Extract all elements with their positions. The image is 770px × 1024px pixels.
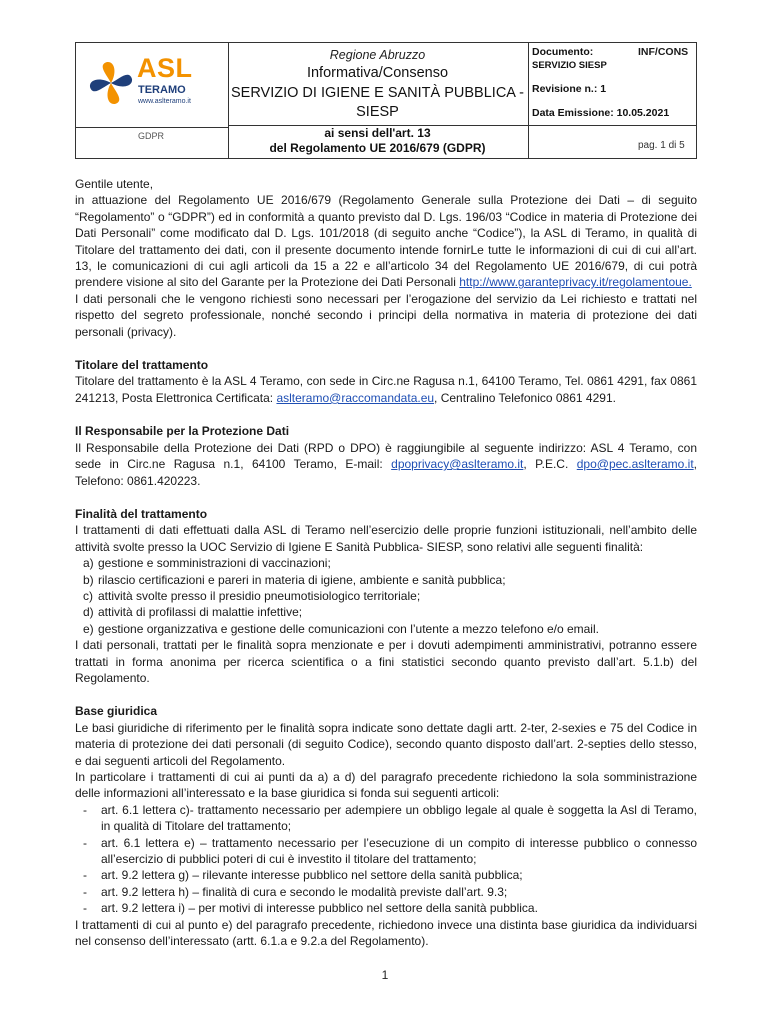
doc-subject: SERVIZIO SIESP [532,60,607,71]
section-heading-dpo: Il Responsabile per la Protezione Dati [75,424,290,439]
intro-paragraph [75,192,697,290]
titolare-text-end: , Centralino Telefonico 0861 4291. [434,390,616,405]
region-label: Regione Abruzzo [329,48,426,62]
greeting: Gentile utente, [75,177,154,191]
list-item: - art. 9.2 lettera h) – finalità di cura e secondo le modalità previste dall’art. 9.3; [83,884,508,899]
list-item: - art. 9.2 lettera g) – rilevante interesse pubblico nel settore della sanità pubblica; [83,868,523,883]
section-heading-titolare: Titolare del trattamento [75,358,209,373]
section-heading-finalita: Finalità del trattamento [75,506,208,521]
gdpr-label: GDPR [137,131,164,141]
document-title: Informativa/Consenso [306,65,449,81]
list-item: - art. 9.2 lettera i) – per motivi di interesse pubblico nel settore della sanità pubblica. [83,901,538,916]
intro-text: in attuazione del Regolamento UE 2016/679 (Regolamento Generale sulla Protezione dei Dati – di seguito “Regolamento” o “GDPR”) ed in conformità a quanto previsto dal D. Lgs. 196/03 “Codice in materia di Protezione dei Dati Personali” come modificato dal D. Lgs. 101/2018 (di seguito anche “Codice”), la ASL di Teramo, in qualità di Titolare del trattamento dei dati, con il presente documento intende fornirLe tutte le informazioni di cui di cui all’art. 13, le comunicazioni di cui agli articoli da 15 a 22 e all’articolo 34 del Regolamento UE 2016/679, di cui potrà prendere visione al sito del Garante per la Protezione dei Dati Personali [75,193,697,290]
logo-name: ASL [137,53,193,83]
titolare-paragraph [75,373,697,406]
doc-code: INF/CONS [638,46,689,58]
dpo-email-link[interactable]: dpoprivacy@aslteramo.it [391,457,524,472]
doc-label: Documento: [532,46,594,58]
finalita-intro: I trattamenti di dati effettuati dalla ASL di Teramo nell’esercizio delle proprie funzioni istituzionali, nell’ambito delle attività svolte presso la UOC Servizio di Igiene E Sanità Pubblica- SIESP, sono relativi alle seguenti finalità: [75,523,697,554]
page-number: 1 [381,968,389,982]
legal-ref-line-1: ai sensi dell'art. 13 [324,126,431,140]
logo-site: www.aslteramo.it [138,98,191,105]
list-item: e) gestione organizzativa e gestione delle comunicazioni con l’utente a mezzo telefono e/o email. [83,621,599,636]
base-paragraph-1: Le basi giuridiche di riferimento per le finalità sopra indicate sono dettate dagli artt. 2-ter, 2-sexies e 75 del Codice in materia di protezione dei dati personali (di seguito Codice), secondo quanto disposto dall’art. 2-septies dello stesso, e dai seguenti articoli del Regolamento. [75,720,697,768]
list-item: - art. 6.1 lettera c)- trattamento necessario per adempiere un obbligo legale al quale è soggetta la Asl di Teramo, in qualità di Titolare del trattamento; [83,802,697,834]
issue-date: Data Emissione: 10.05.2021 [532,107,670,119]
list-item: b) rilascio certificazioni e pareri in materia di igiene, ambiente e sanità pubblica; [83,572,506,587]
list-item: d) attività di profilassi di malattie infettive; [83,605,303,620]
legal-ref-line-2: del Regolamento UE 2016/679 (GDPR) [269,141,486,155]
document-body [75,176,697,949]
revision: Revisione n.: 1 [532,83,607,95]
logo-sub: TERAMO [138,84,186,96]
dpo-text-end: , Telefono: 0861.420223. [75,457,697,488]
dpo-text-pec: , P.E.C. [523,457,577,472]
list-item: c) attività svolte presso il presidio pneumotisiologico territoriale; [83,588,421,603]
garante-link[interactable]: http://www.garanteprivacy.it/regolamentoue. [459,275,692,290]
page-indicator: pag. 1 di 5 [638,140,685,151]
dpo-pec-link[interactable]: dpo@pec.aslteramo.it [576,457,694,472]
base-list [75,802,697,917]
pec-link[interactable]: aslteramo@raccomandata.eu [276,390,435,405]
finalita-list [75,555,697,637]
titolare-text: Titolare del trattamento è la ASL 4 Teramo, con sede in Circ.ne Ragusa n.1, 64100 Teramo, Tel. 0861 4291, fax 0861 241213, Posta Elettronica Certificata: [75,374,697,405]
base-paragraph-2: In particolare i trattamenti di cui ai punti da a) a d) del paragrafo precedente richiedono la sola somministrazione delle informazioni all’interessato e la base giuridica si fonda sui seguenti articoli: [75,770,697,801]
pinwheel-icon [88,60,134,106]
list-item: a) gestione e somministrazioni di vaccinazioni; [83,556,331,571]
service-title: SERVIZIO DI IGIENE E SANITÀ PUBBLICA - SIESP [230,85,525,120]
asl-teramo-logo [88,53,208,112]
dpo-text: Il Responsabile della Protezione dei Dati (RPD o DPO) è raggiungibile al seguente indirizzo: ASL 4 Teramo, con sede in Circ.ne Ragusa n.1, 64100 Teramo, E-mail: [75,440,697,472]
finalita-outro: I dati personali, trattati per le finalità sopra menzionate e per i dovuti adempimenti amministrativi, potranno essere trattati in forma anonima per ricerca scientifica o a fini statistici secondo quanto previsto dall’art. 5.1.b) del Regolamento. [75,638,697,685]
list-item: - art. 6.1 lettera e) – trattamento necessario per l’esecuzione di un compito di interesse pubblico o connesso all’esercizio di pubblici poteri di cui è investito il titolare del trattamento; [83,835,697,867]
base-paragraph-3: I trattamenti di cui al punto e) del paragrafo precedente, richiedono invece una distinta base giuridica da individuarsi nel consenso dell’interessato (artt. 6.1.a e 9.2.a del Regolamento). [75,917,697,949]
legal-reference [228,126,527,156]
data-purpose-paragraph: I dati personali che le vengono richiesti sono necessari per l’erogazione del servizio da Lei richiesto e trattati nel rispetto del segreto professionale, nonché secondo i principi della normativa in materia di protezione dei dati personali (privacy). [75,291,697,339]
section-heading-base: Base giuridica [75,704,158,719]
dpo-paragraph [75,440,697,489]
